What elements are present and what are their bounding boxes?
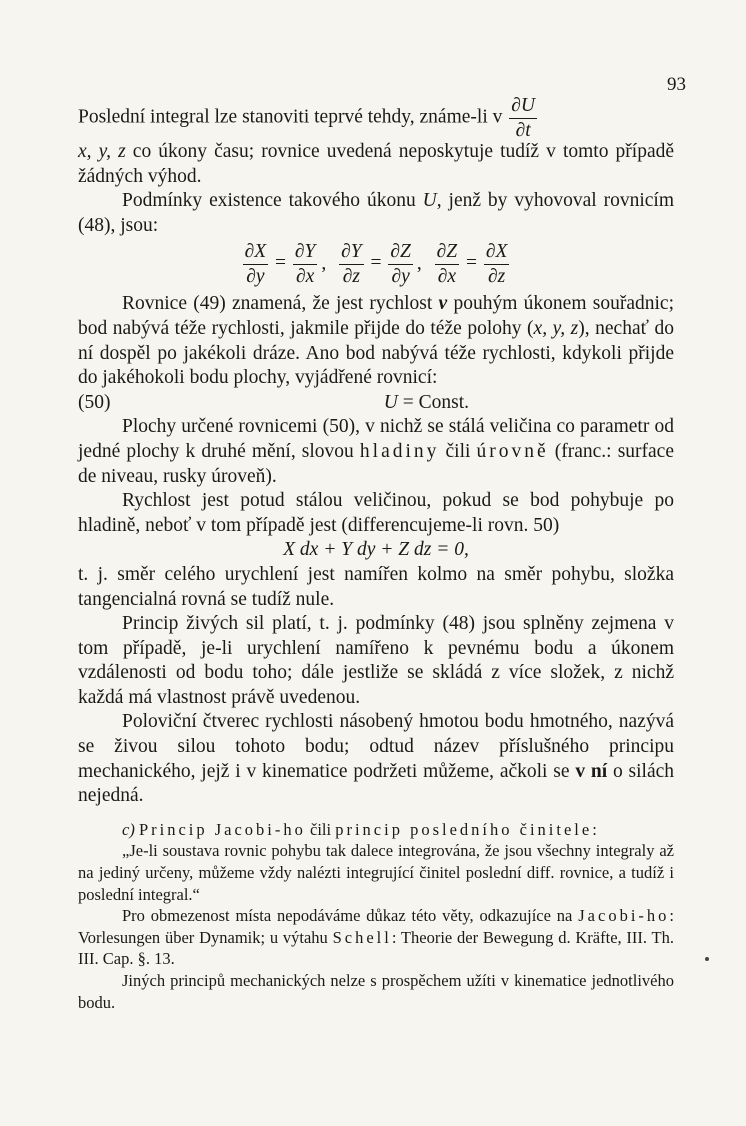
frac-4 [388,242,412,286]
p1-tail: co úkony času; rovnice uvedená neposkytuje tudíž v tomto případě žádných výhod. [78,141,675,187]
principle-quote: „Je-li soustava rovnic pohybu tak dalece integrována, že jsou všechny integraly až na jediný určeny, můžeme vždy nalézti integrující činitel poslední diff. rovnice, a tudíž i poslední integral.“ [78,841,674,904]
comma: , [416,252,422,274]
small-print-section [78,819,674,1013]
eq50-lhs: U [383,391,398,413]
paragraph-3 [78,292,674,390]
section-label: c) [122,819,135,839]
s3-a: Pro obmezenost místa nepodáváme důkaz této věty, odkazujíce na [122,906,579,926]
print-speck [705,957,709,961]
frac-3 [339,242,363,286]
p2-post: , jenž by vyhovoval rovnicím (48), jsou: [78,190,674,236]
den: ∂x [296,265,315,287]
frac-5 [435,242,459,286]
p8-c: o silách nejedná. [78,760,675,807]
den: ∂z [488,265,506,287]
den: ∂x [437,265,456,287]
closing-paragraph: Jiných principů mechanických nelze s prospěchem užíti v kinematice jednotlivého bodu. [78,971,674,1012]
paragraph-2 [78,189,674,238]
term-urovne: úrovně [476,440,549,462]
p3-a: Rovnice (49) znamená, že jest rychlost [122,293,439,315]
s1-d: : [592,819,597,839]
p4-b: čili [439,440,477,462]
p3-c: ), nechať do ní dospěl po jakékoli dráze. Ano bod nabývá téže rychlosti, kdykoli přijde do jakéhokoli bodu plochy, vyjádřené rovnicí: [78,317,675,389]
frac-den: ∂t [515,119,531,141]
term-hladiny: hladiny [359,440,440,462]
den: ∂z [342,265,360,287]
p3-b: pouhým úkonem souřadnic; bod nabývá téže rychlosti, jakmile přijde do téže polohy ( [78,293,674,339]
p4-c: (franc.: surface de niveau, rusky úroveň). [78,440,674,487]
p8-a: Poloviční čtverec rychlosti násobený hmotou bodu hmotného, nazývá se živou silou tohoto bodu; odtud název příslušného principu mechanického, jejž i v kinematice podržeti můžeme, ačkoli se [78,711,674,782]
paragraph-6: t. j. směr celého urychlení jest namířen kolmo na směr pohybu, složka tangencialná rovná se tudíž nule. [78,563,674,610]
reference-paragraph [78,905,674,970]
num: ∂Y [293,242,317,265]
author-jacobi: Jacobi-ho [578,906,670,926]
equals-sign: = [370,252,382,274]
paragraph-5: Rychlost jest potud stálou veličinou, pokud se bod pohybuje po hladině, neboť v tom případě jest (differencujeme-li rovn. 50) [78,490,674,536]
p2-pre: Podmínky existence takového úkonu [122,190,423,212]
num: ∂Y [339,242,363,265]
equals-sign: = [465,252,477,274]
comma: , [321,252,327,274]
page-number: 93 [667,74,686,95]
equation-48-conditions [78,242,674,286]
author-schell: Schell [332,927,392,947]
frac-2 [293,242,317,286]
paragraph-8 [78,710,674,808]
paragraph-1 [78,96,674,189]
s3-e: : Theorie der Bewegung d. Kräfte, III. Th. III. Cap. §. 13. [78,927,674,969]
p1-vars: x, y, z [78,141,126,162]
num: ∂X [243,242,269,265]
frac-6 [484,242,510,286]
principle-name: Princip Jacobi-ho [138,819,306,839]
eq50-rhs: Const. [418,391,469,413]
s1-b: čili [305,819,336,839]
page-body [78,96,674,1013]
equation-50-body [384,391,469,416]
s3-c: : Vorlesungen über Dynamik; u výtahu [78,906,674,947]
den: ∂y [246,265,265,287]
num: ∂Z [388,242,412,265]
fraction-dU-dt [509,96,537,140]
frac-num: ∂U [509,96,537,119]
p2-var: U [422,190,437,212]
p4-a: Plochy určené rovnicemi (50), v nichž se stálá veličina co parametr od jedné plochy k druhé mění, slovou [78,416,674,462]
num: ∂X [484,242,510,265]
den: ∂y [391,265,410,287]
equation-label: (50) [78,391,111,413]
p1-lead: Poslední integral lze stanoviti teprvé tehdy, známe-li v [78,106,503,128]
num: ∂Z [435,242,459,265]
section-c-heading [78,819,674,841]
equation-differential: X dx + Y dy + Z dz = 0, [283,539,469,561]
eq50-equals: = [397,391,419,413]
equation-50 [78,391,674,416]
equals-sign: = [275,252,287,274]
p8-b: v ní [575,760,608,782]
paragraph-7: Princip živých sil platí, t. j. podmínky (48) jsou splněny zejmena v tom případě, je-li urychlení namířeno k pevnému bodu a úkonem vzdálenosti od bodu toho; dále jestliže se skládá z více složek, z nichž každá má vlastnost právě uvedenou. [78,613,674,708]
p3-xyz: x, y, z [533,317,579,339]
paragraph-4 [78,415,674,489]
principle-alt-name: princip posledního činitele [335,819,593,839]
frac-1 [243,242,269,286]
p3-v: v [438,293,448,315]
